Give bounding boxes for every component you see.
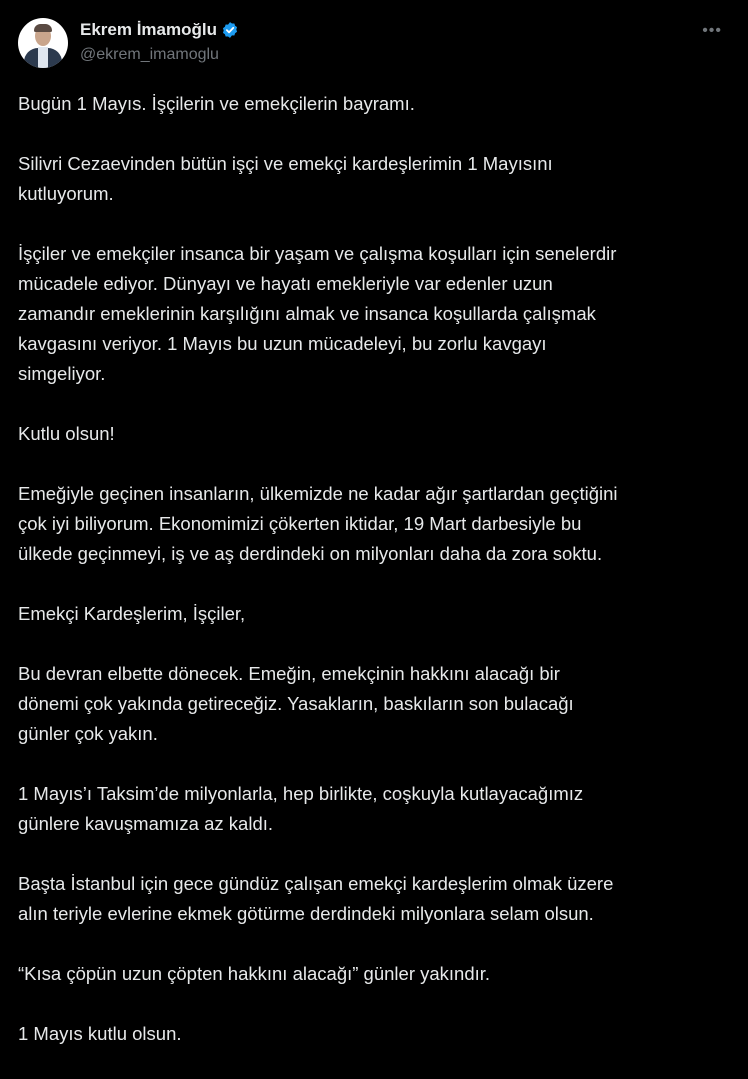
tweet-paragraph — [18, 599, 618, 629]
tweet-paragraph — [18, 869, 618, 929]
tweet-text-line: kutluyorum. — [18, 183, 114, 204]
tweet-text-line: Bu devran elbette dönecek. Emeğin, emekçinin hakkını alacağı bir — [18, 663, 560, 684]
tweet-paragraph — [18, 239, 618, 389]
tweet-paragraph — [18, 659, 618, 749]
tweet-header — [18, 18, 730, 70]
author-name[interactable]: Ekrem İmamoğlu — [80, 20, 217, 39]
tweet-text-line: zamandır emeklerinin karşılığını almak ve insanca koşullarda çalışmak — [18, 303, 596, 324]
tweet-text-line: kavgasını veriyor. 1 Mayıs bu uzun mücadeleyi, bu zorlu kavgayı — [18, 333, 547, 354]
tweet-text — [18, 89, 618, 1079]
tweet-paragraph — [18, 479, 618, 569]
verified-badge-icon — [221, 21, 239, 39]
tweet-text-line: mücadele ediyor. Dünyayı ve hayatı emekleriyle var edenler uzun — [18, 273, 553, 294]
tweet-text-line: Emeğiyle geçinen insanların, ülkemizde ne kadar ağır şartlardan geçtiğini — [18, 483, 618, 504]
tweet-text-line: Kutlu olsun! — [18, 423, 115, 444]
tweet-paragraph — [18, 1019, 618, 1049]
author-handle[interactable]: @ekrem_imamoglu — [80, 46, 219, 63]
tweet-text-line: Bugün 1 Mayıs. İşçilerin ve emekçilerin bayramı. — [18, 93, 415, 114]
avatar-hair — [34, 24, 52, 32]
tweet-text-line: simgeliyor. — [18, 363, 106, 384]
tweet-text-line: İşçiler ve emekçiler insanca bir yaşam ve çalışma koşulları için senelerdir — [18, 243, 617, 264]
tweet-text-line: Başta İstanbul için gece gündüz çalışan emekçi kardeşlerim olmak üzere — [18, 873, 614, 894]
avatar-shirt — [38, 47, 48, 68]
tweet-text-line: dönemi çok yakında getireceğiz. Yasakların, baskıların son bulacağı — [18, 693, 574, 714]
tweet-text-line: günler çok yakın. — [18, 723, 158, 744]
tweet-text-line: “Kısa çöpün uzun çöpten hakkını alacağı” günler yakındır. — [18, 963, 491, 984]
tweet-paragraph — [18, 959, 618, 989]
tweet-text-line: günlere kavuşmamıza az kaldı. — [18, 813, 274, 834]
avatar[interactable] — [18, 18, 68, 68]
tweet-paragraph — [18, 779, 618, 839]
tweet-text-line: ülkede geçinmeyi, iş ve aş derdindeki on milyonları daha da zora soktu. — [18, 543, 603, 564]
author-name-row[interactable] — [80, 20, 239, 40]
tweet-paragraph — [18, 89, 618, 119]
tweet-text-line: çok iyi biliyorum. Ekonomimizi çökerten iktidar, 19 Mart darbesiyle bu — [18, 513, 582, 534]
tweet-paragraph — [18, 149, 618, 209]
tweet-text-line: Silivri Cezaevinden bütün işçi ve emekçi kardeşlerimin 1 Mayısını — [18, 153, 553, 174]
tweet-text-line: Emekçi Kardeşlerim, İşçiler, — [18, 603, 246, 624]
more-options-icon[interactable]: ••• — [702, 22, 722, 39]
tweet-text-line: 1 Mayıs kutlu olsun. — [18, 1023, 182, 1044]
tweet-text-line: alın teriyle evlerine ekmek götürme derdindeki milyonlara selam olsun. — [18, 903, 594, 924]
tweet-text-line: 1 Mayıs’ı Taksim’de milyonlarla, hep birlikte, coşkuyla kutlayacağımız — [18, 783, 584, 804]
tweet-paragraph — [18, 419, 618, 449]
